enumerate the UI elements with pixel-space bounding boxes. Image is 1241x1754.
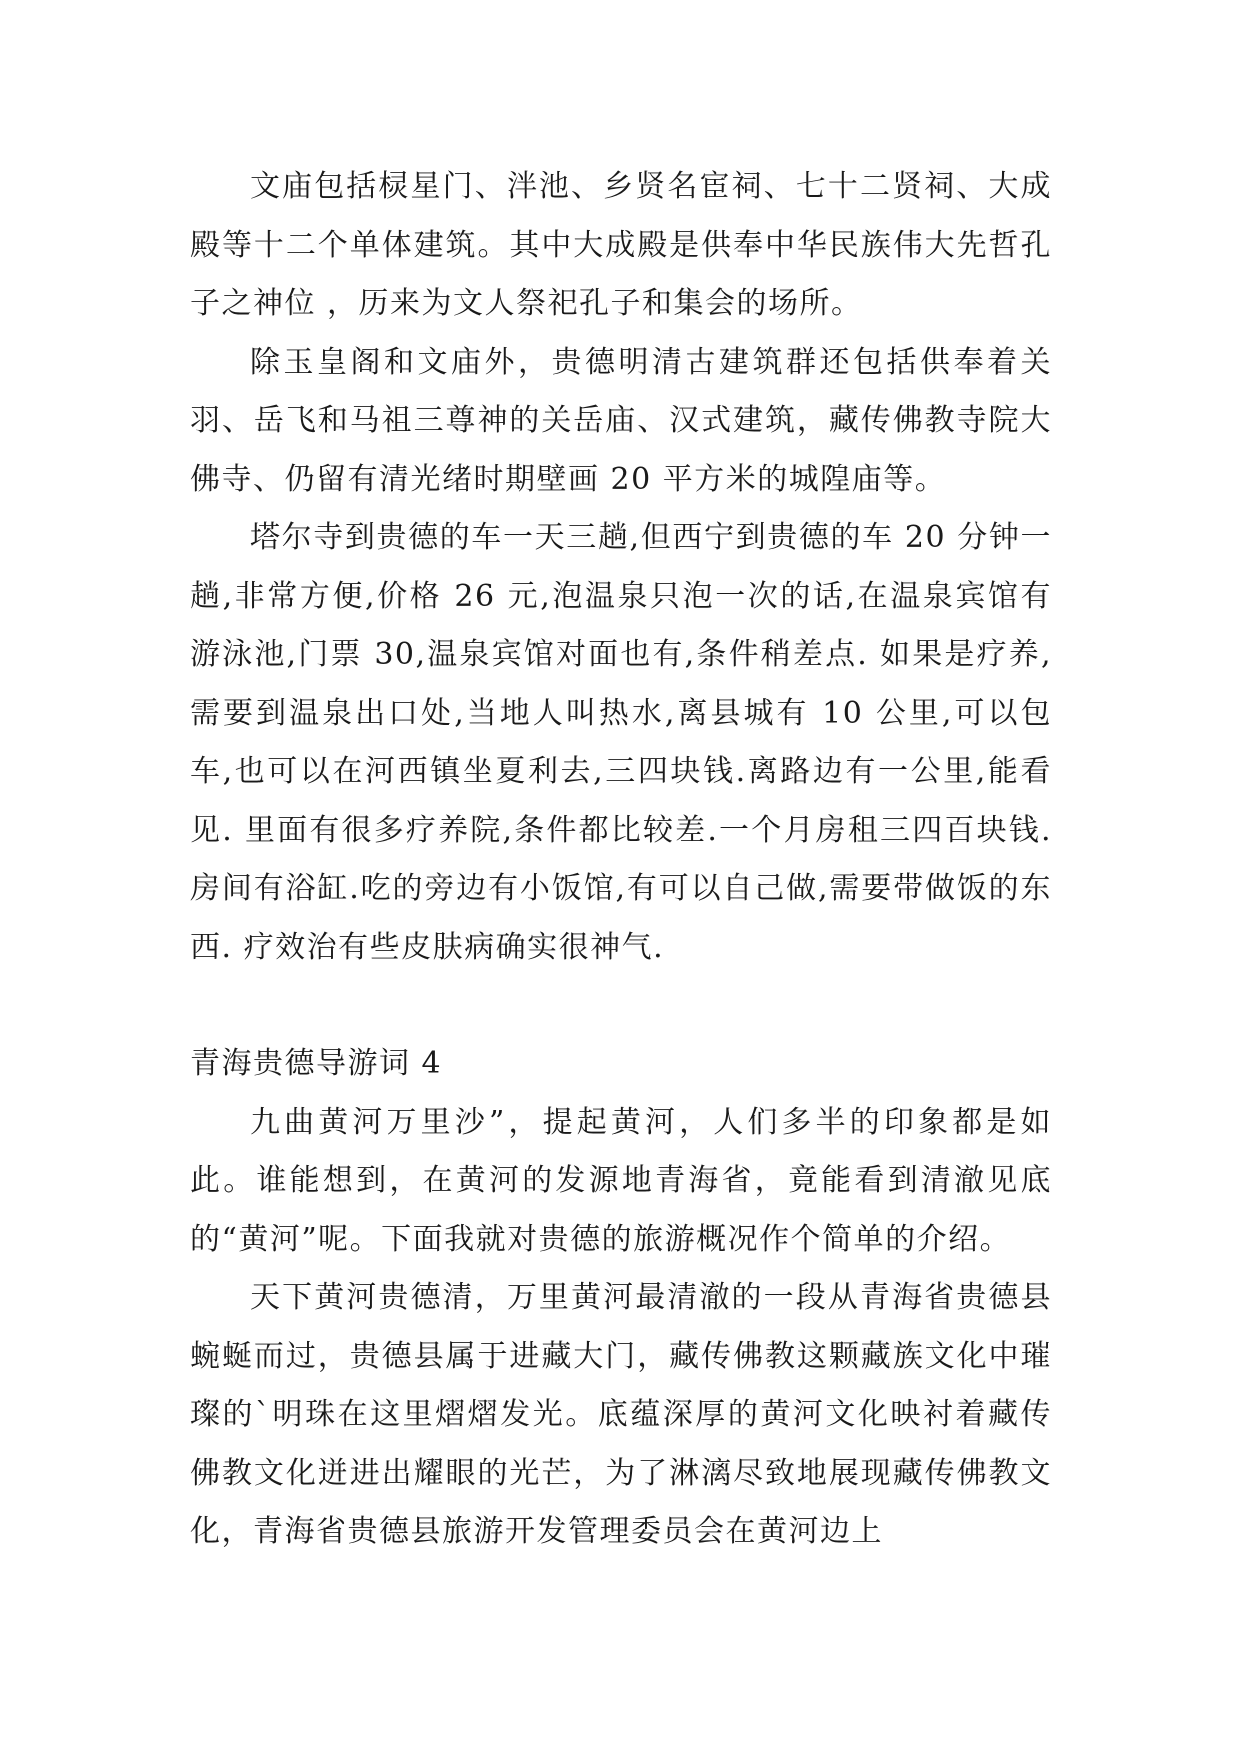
paragraph-tibetan-buddhism: 天下黄河贵德清，万里黄河最清澈的一段从青海省贵德县蜿蜒而过，贵德县属于进藏大门，藏传佛教这颗藏族文化中璀璨的`明珠在这里熠熠发光。底蕴深厚的黄河文化映衬着藏传佛教文化迸进出耀眼的光芒，为了淋漓尽致地展现藏传佛教文化，青海省贵德县旅游开发管理委员会在黄河边上 xyxy=(190,1280,1052,1549)
paragraph-wenmiao: 文庙包括棂星门、泮池、乡贤名宦祠、七十二贤祠、大成殿等十二个单体建筑。其中大成殿是供奉中华民族伟大先哲孔子之神位 ，历来为文人祭祀孔子和集会的场所。 xyxy=(190,169,1052,321)
paragraph-hot-spring-travel: 塔尔寺到贵德的车一天三趟,但西宁到贵德的车 20 分钟一趟,非常方便,价格 26 元,泡温泉只泡一次的话,在温泉宾馆有游泳池,门票 30,温泉宾馆对面也有,条件稍差点. 如果是疗养,需要到温泉出口处,当地人叫热水,离县城有 10 公里,可以包车,也可以在河西镇坐夏利去,三四块钱.离路边有一公里,能看见. 里面有很多疗养院,条件都比较差.一个月房租三四百块钱.房间有浴缸.吃的旁边有小饭馆,有可以自己做,需要带做饭的东西. 疗效治有些皮肤病确实很神气. xyxy=(190,520,1052,965)
paragraph-yellow-river-intro: 九曲黄河万里沙”，提起黄河，人们多半的印象都是如此。谁能想到，在黄河的发源地青海省，竟能看到清澈见底的“黄河”呢。下面我就对贵德的旅游概况作个简单的介绍。 xyxy=(190,1104,1052,1257)
document-body xyxy=(190,158,1052,1562)
section-heading: 青海贵德导游词 4 xyxy=(190,1046,443,1081)
paragraph-ancient-buildings: 除玉皇阁和文庙外，贵德明清古建筑群还包括供奉着关羽、岳飞和马祖三尊神的关岳庙、汉式建筑，藏传佛教寺院大佛寺、仍留有清光绪时期壁画 20 平方米的城隍庙等。 xyxy=(190,344,1052,497)
